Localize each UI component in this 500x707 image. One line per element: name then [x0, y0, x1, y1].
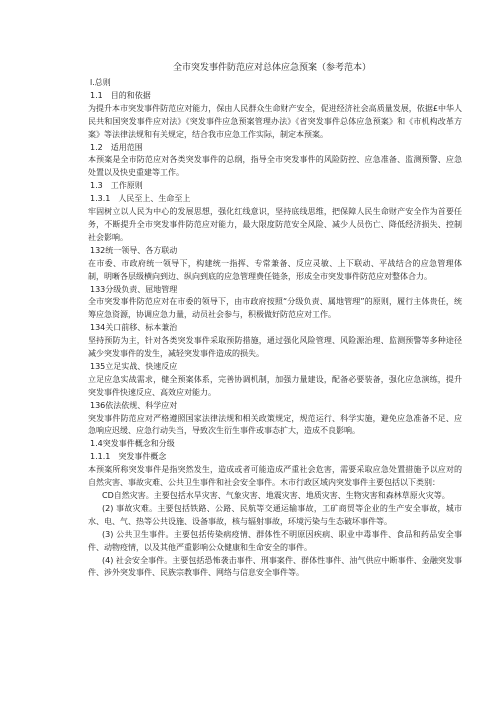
document-title: 全市突发事件防范应对总体应急预案（参考范本） — [172, 63, 371, 73]
subsubsection-heading: 136依法依规、科学应对 — [90, 400, 178, 410]
subsubsection-heading: 132统一领导、各方联动 — [90, 245, 178, 255]
subsection-heading: 1.4突发事件概念和分级 — [90, 439, 175, 449]
subsubsection-heading: 1.1.1 突发事件概念 — [90, 452, 167, 462]
subsection-heading: 1.3 工作原则 — [90, 181, 143, 191]
document-body — [88, 77, 462, 580]
list-item: CD自然灾害。主要包括水旱灾害、气象灾害、地震灾害、地质灾害、生物灾害和森林草原火灾等。 — [102, 491, 450, 500]
paragraph: 立足应急实战需求，健全预案体系，完善协调机制，加强力量建设，配备必要装备，强化应急演练，提升突发事件快速反应、高效应对能力。 — [88, 374, 462, 397]
list-item: (2) 事故灾难。主要包括铁路、公路、民航等交通运输事故，工矿商贸等企业的生产安全事故，城市水、电、气、热等公共设施、设备事故，核与辐射事故，环境污染与生态破坏事件等。 — [88, 503, 462, 526]
paragraph: 本预案是全市防范应对各类突发事件的总纲，指导全市突发事件的风险防控、应急准备、监测预警、应急处置以及快史重建等工作。 — [88, 155, 462, 178]
subsection-heading: 1.2 适用范围 — [90, 142, 143, 152]
paragraph: 全市突发事件防范应对在市委的领导下，由市政府按照“分级负责、属地管理”的原则，履行主体贵任，统筹应急资源，协调应急力量，动员社会参与，积极做好防范应对工作。 — [88, 297, 462, 320]
section-heading: l.总则 — [90, 78, 111, 87]
subsection-heading: 1.1 目的和依据 — [90, 90, 151, 100]
paragraph: 本预案所称突发事件是指突然发生，造成或者可能造成严重社会危害，需要采取应急处置措施予以应对的自然灾害、事故灾难、公共卫生事件和社会安全事件。木市行政区域内突发事件主要包括以下类别： — [88, 465, 462, 488]
paragraph: 在市委、市政府统一领导下，构建统一指挥、专常兼备、反应灵敏、上下联动、平战结合的应急管理体制，明晰各层级横向到边、纵向到底的应急管理费任链条，形成全市突发事件防范应对整体合力。 — [88, 258, 462, 281]
subsubsection-heading: 1.3.1 人民至上、生命至上 — [90, 194, 191, 204]
paragraph: 牢固树立以人民为中心的发展思想，强化红线意识，坚持底线思维，把保障人民生命财产安全作为首要任务，不断提升全市突发事件防范应对能力，最大限度防范安全风险、减少人员伤亡、降低经济损失、控制社会影响。 — [88, 207, 462, 242]
list-item: (3) 公共卫生事件。主要包括传染病疫情、群体性不明原因疾病、职业中毒事件、食品和药品安全事件、动物疫情，以及其他严重影响公众健康和生命安全的事件。 — [88, 529, 462, 552]
subsubsection-heading: 135立足实战、快速反应 — [90, 361, 178, 371]
paragraph: 为提升本市突发事件防范应对能力，保由人民群众生命财产安全，促进经济社会高质量发展，依据£中华人民共和国突发事件应对法》《突发事件应急预案管理办法》《省突发事件总体应急预案》和《市机构改革方案》等法律法规和有关规定，结合我市应急工作实际，制定本预案。 — [88, 103, 462, 139]
paragraph: 坚持预防为主，针对各类突发事件采取预防措施，通过强化风险管理、风险源治理、监测预警等多种途径减少突发事件的发生，减轻突发事件造成的损失。 — [88, 336, 462, 359]
subsubsection-heading: 133分级负责、屈地管理 — [90, 284, 178, 294]
paragraph: 突发事件防范应对严格遵照国家法律法规和相关政策规定，规范运行、科学实施，避免应急准备不足、应急响应迟缓、应急行动失当，导致次生衍生事件或事态扩大，造成不良影响。 — [88, 413, 462, 436]
subsubsection-heading: 134关口前移、标本兼治 — [90, 323, 178, 333]
list-item: (4) 社会安全事件。主要包括恐怖袭击事件、刑事案件、群体性事件、油气供应中断事件、金融突发事件、涉外突发事件、民族宗教事件、网络与信息安全事件等。 — [88, 555, 462, 578]
